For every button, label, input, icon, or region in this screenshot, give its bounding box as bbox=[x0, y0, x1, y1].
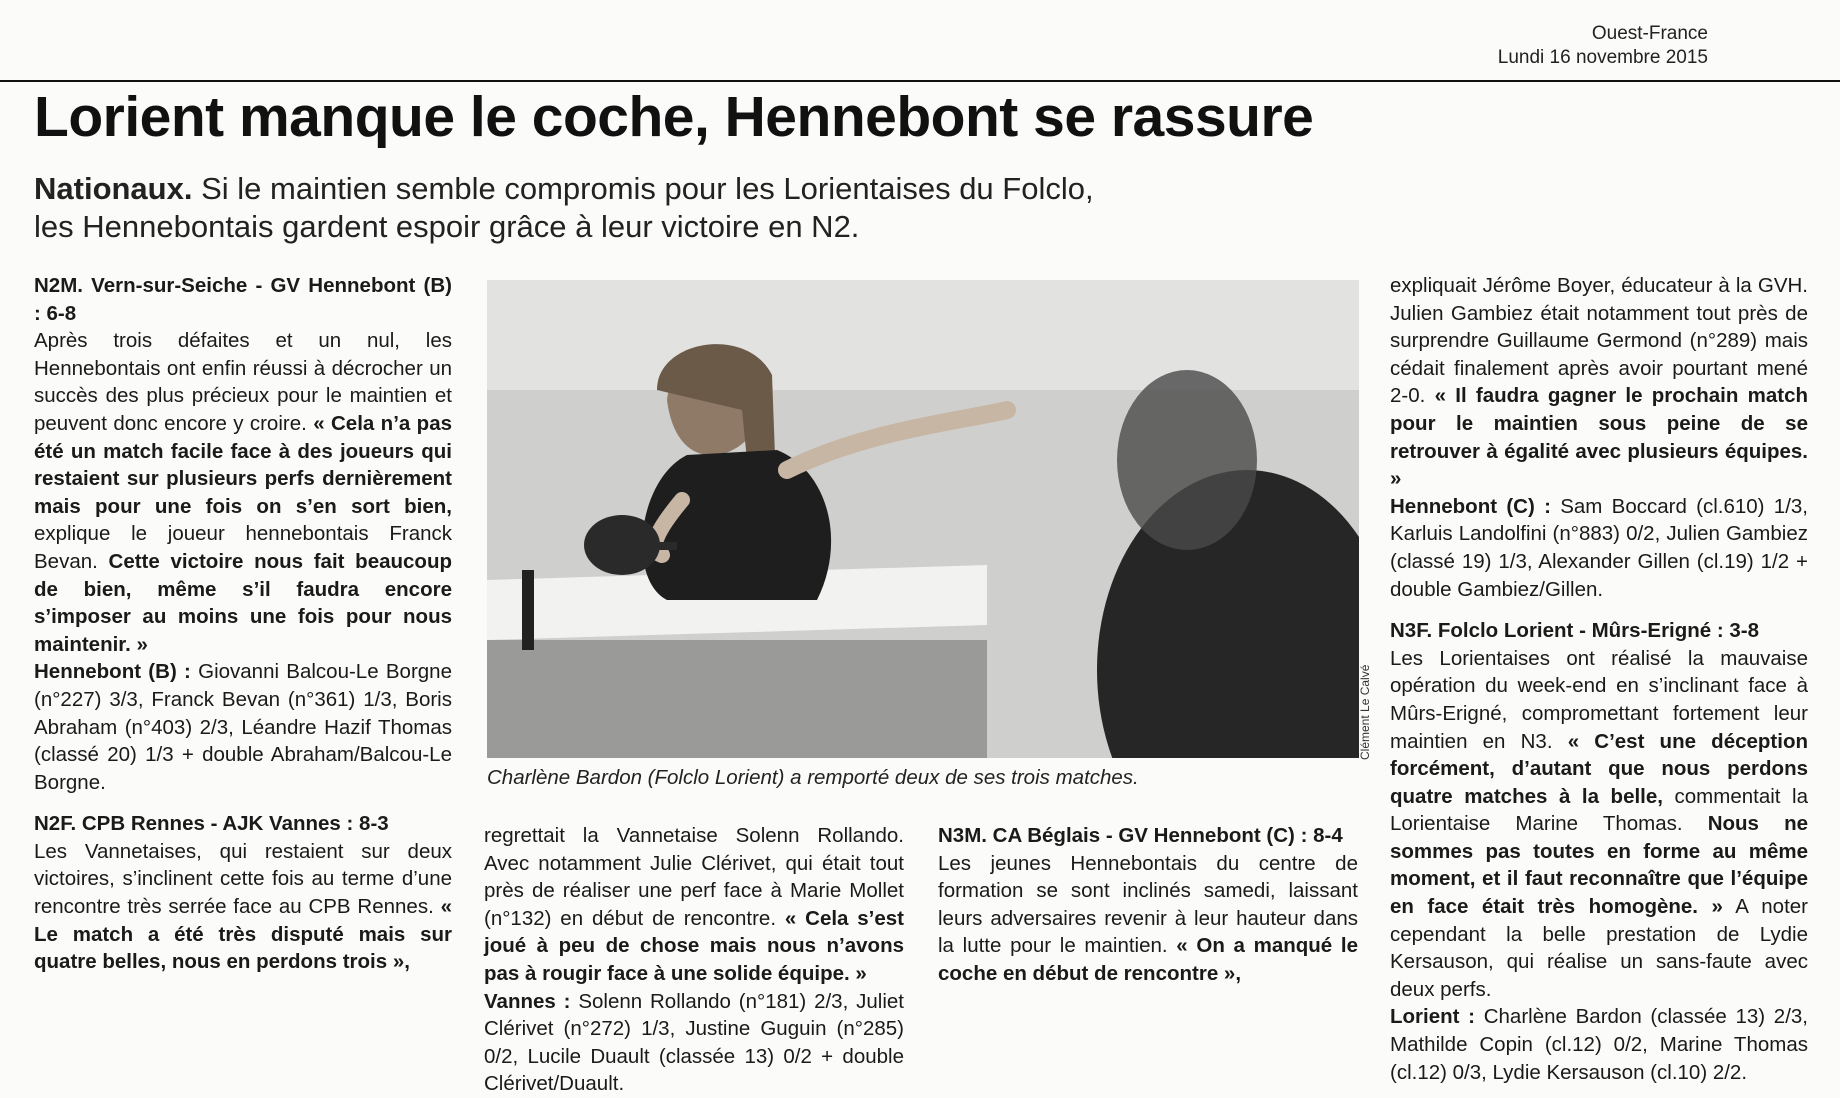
column-4 bbox=[1390, 272, 1808, 1086]
n3f-lineup bbox=[1390, 1003, 1808, 1086]
n2f-body-2: regrettait la Vannetaise Solenn Rollando. Avec notamment Julie Clérivet, qui était tout près de réaliser une perf face à Marie Mollet (n°132) en début de rencontre. bbox=[484, 824, 904, 930]
section-heading-n2f: N2F. CPB Rennes - AJK Vannes : 8-3 bbox=[34, 812, 389, 836]
n3m-lineup bbox=[1390, 493, 1808, 603]
n2m-attribution: explique le joueur hennebontais Franck Bevan. bbox=[34, 522, 452, 573]
n2f-team-text: Solenn Rollando (n°181) 2/3, Juliet Clérivet (n°272) 1/3, Justine Guguin (n°285) 0/2, Lucile Duault (classée 13) 0/2 + double Clérivet/Duault. bbox=[484, 989, 904, 1096]
column-3 bbox=[938, 822, 1358, 988]
n2f-lineup bbox=[484, 988, 904, 1098]
n3m-body-2: expliquait Jérôme Boyer, éducateur à la GVH. Julien Gambiez était notamment tout près de surprendre Guillaume Germond (n°289) mais cédait finalement après avoir pourtant mené 2-0. bbox=[1390, 274, 1808, 408]
n2m-lineup bbox=[34, 658, 452, 796]
n2m-team-text: Giovanni Balcou-Le Borgne (n°227) 3/3, Franck Bevan (n°361) 1/3, Boris Abraham (n°403) 2/3, Léandre Hazif Thomas (classé 20) 1/3 + double Abraham/Balcou-Le Borgne. bbox=[34, 660, 452, 794]
standfirst bbox=[34, 170, 1134, 246]
n3f-attribution: commentait la Lorientaise Marine Thomas. bbox=[1390, 784, 1808, 836]
n2f-quote-2: « Cela s’est joué à peu de chose mais nous n’avons pas à rougir face à une solide équipe. » bbox=[484, 906, 905, 985]
headline: Lorient manque le coche, Hennebont se rassure bbox=[34, 85, 1314, 149]
n3m-lead-paragraph bbox=[938, 850, 1358, 988]
section-heading-n3f: N3F. Folclo Lorient - Mûrs-Erigné : 3-8 bbox=[1390, 619, 1760, 643]
n3f-team-label: Lorient : bbox=[1390, 1005, 1476, 1029]
n2f-quote-1: « Le match a été très disputé mais sur quatre belles, nous en perdons trois », bbox=[34, 895, 452, 974]
publication-date: Lundi 16 novembre 2015 bbox=[1497, 47, 1708, 68]
photo-credit: Clément Le Calvé bbox=[1358, 664, 1372, 760]
n3f-lead: Les Lorientaises ont réalisé la mauvaise opération du week-end en s’inclinant face à Mûrs-Erigné, compromettant fortement leur maintien en N3. bbox=[1390, 646, 1808, 753]
n3f-quote-2: Nous ne sommes pas toutes en forme au même moment, et il faut reconnaître que l’équipe en face était très homogène. » bbox=[1390, 812, 1808, 919]
n2f-team-label: Vannes : bbox=[484, 989, 571, 1013]
n2m-quote-2: Cette victoire nous fait beaucoup de bien, même s’il faudra encore s’imposer au moins une fois pour nous maintenir. » bbox=[34, 549, 452, 656]
column-2 bbox=[484, 822, 904, 1098]
n3m-quote-2: « Il faudra gagner le prochain match pour le maintien sous peine de se retrouver à égalité avec plusieurs équipes. » bbox=[1390, 384, 1808, 491]
n2m-lead: Après trois défaites et un nul, les Hennebontais ont enfin réussi à décrocher un succès des plus précieux pour le maintien et peuvent donc encore y croire. bbox=[34, 329, 452, 435]
masthead-rule bbox=[0, 80, 1840, 82]
article-photo bbox=[487, 280, 1359, 758]
standfirst-text: Si le maintien semble compromis pour les Lorientaises du Folclo, les Hennebontais gardent espoir grâce à leur victoire en N2. bbox=[34, 171, 1094, 244]
column-1 bbox=[34, 272, 452, 976]
n2f-lead-paragraph bbox=[34, 838, 452, 976]
section-heading-n3m: N3M. CA Béglais - GV Hennebont (C) : 8-4 bbox=[938, 824, 1343, 847]
section-heading-n2m: N2M. Vern-sur-Seiche - GV Hennebont (B) : 6-8 bbox=[34, 274, 452, 325]
n3f-team-text: Charlène Bardon (classée 13) 2/3, Mathilde Copin (cl.12) 0/2, Marine Thomas (cl.12) 0/3, Lydie Kersauson (cl.10) 2/2. bbox=[1390, 1005, 1808, 1084]
n3m-team-label: Hennebont (C) : bbox=[1390, 494, 1551, 518]
table-tennis-player-image bbox=[487, 280, 1359, 758]
n2m-team-label: Hennebont (B) : bbox=[34, 660, 191, 684]
article-n3f-body bbox=[1390, 645, 1808, 1004]
newspaper-name: Ouest-France bbox=[1591, 23, 1708, 44]
n2f-continuation bbox=[484, 822, 904, 988]
n3m-continuation bbox=[1390, 272, 1808, 493]
article-n2m-body bbox=[34, 327, 452, 658]
masthead bbox=[1498, 22, 1708, 70]
n2f-lead: Les Vannetaises, qui restaient sur deux victoires, s’inclinent cette fois au terme d’une rencontre très serrée face au CPB Rennes. bbox=[34, 839, 452, 919]
n3m-team-text: Sam Boccard (cl.610) 1/3, Karluis Landolfini (n°883) 0/2, Julien Gambiez (classé 19) 1/3, Alexander Gillen (cl.19) 1/2 + double Gambiez/Gillen. bbox=[1390, 494, 1808, 601]
n3m-lead: Les jeunes Hennebontais du centre de formation se sont inclinés samedi, laissant leurs adversaires revenir à leur hauteur dans la lutte pour le maintien. bbox=[938, 851, 1358, 958]
n2m-quote-1: « Cela n’a pas été un match facile face à des joueurs qui restaient sur plusieurs perfs dernièrement mais pour une fois on s’en sort bien, bbox=[34, 411, 452, 518]
n3f-quote-1: « C’est une déception forcément, d’autant que nous perdons quatre matches à la belle, bbox=[1390, 729, 1808, 808]
n3m-quote-1: « On a manqué le coche en début de rencontre », bbox=[938, 934, 1358, 985]
standfirst-kicker: Nationaux. bbox=[34, 171, 193, 206]
photo-caption: Charlène Bardon (Folclo Lorient) a remporté deux de ses trois matches. bbox=[487, 766, 1139, 789]
n3f-body-2: A noter cependant la belle prestation de Lydie Kersauson, qui réalise un sans-faute avec deux perfs. bbox=[1390, 895, 1808, 1001]
